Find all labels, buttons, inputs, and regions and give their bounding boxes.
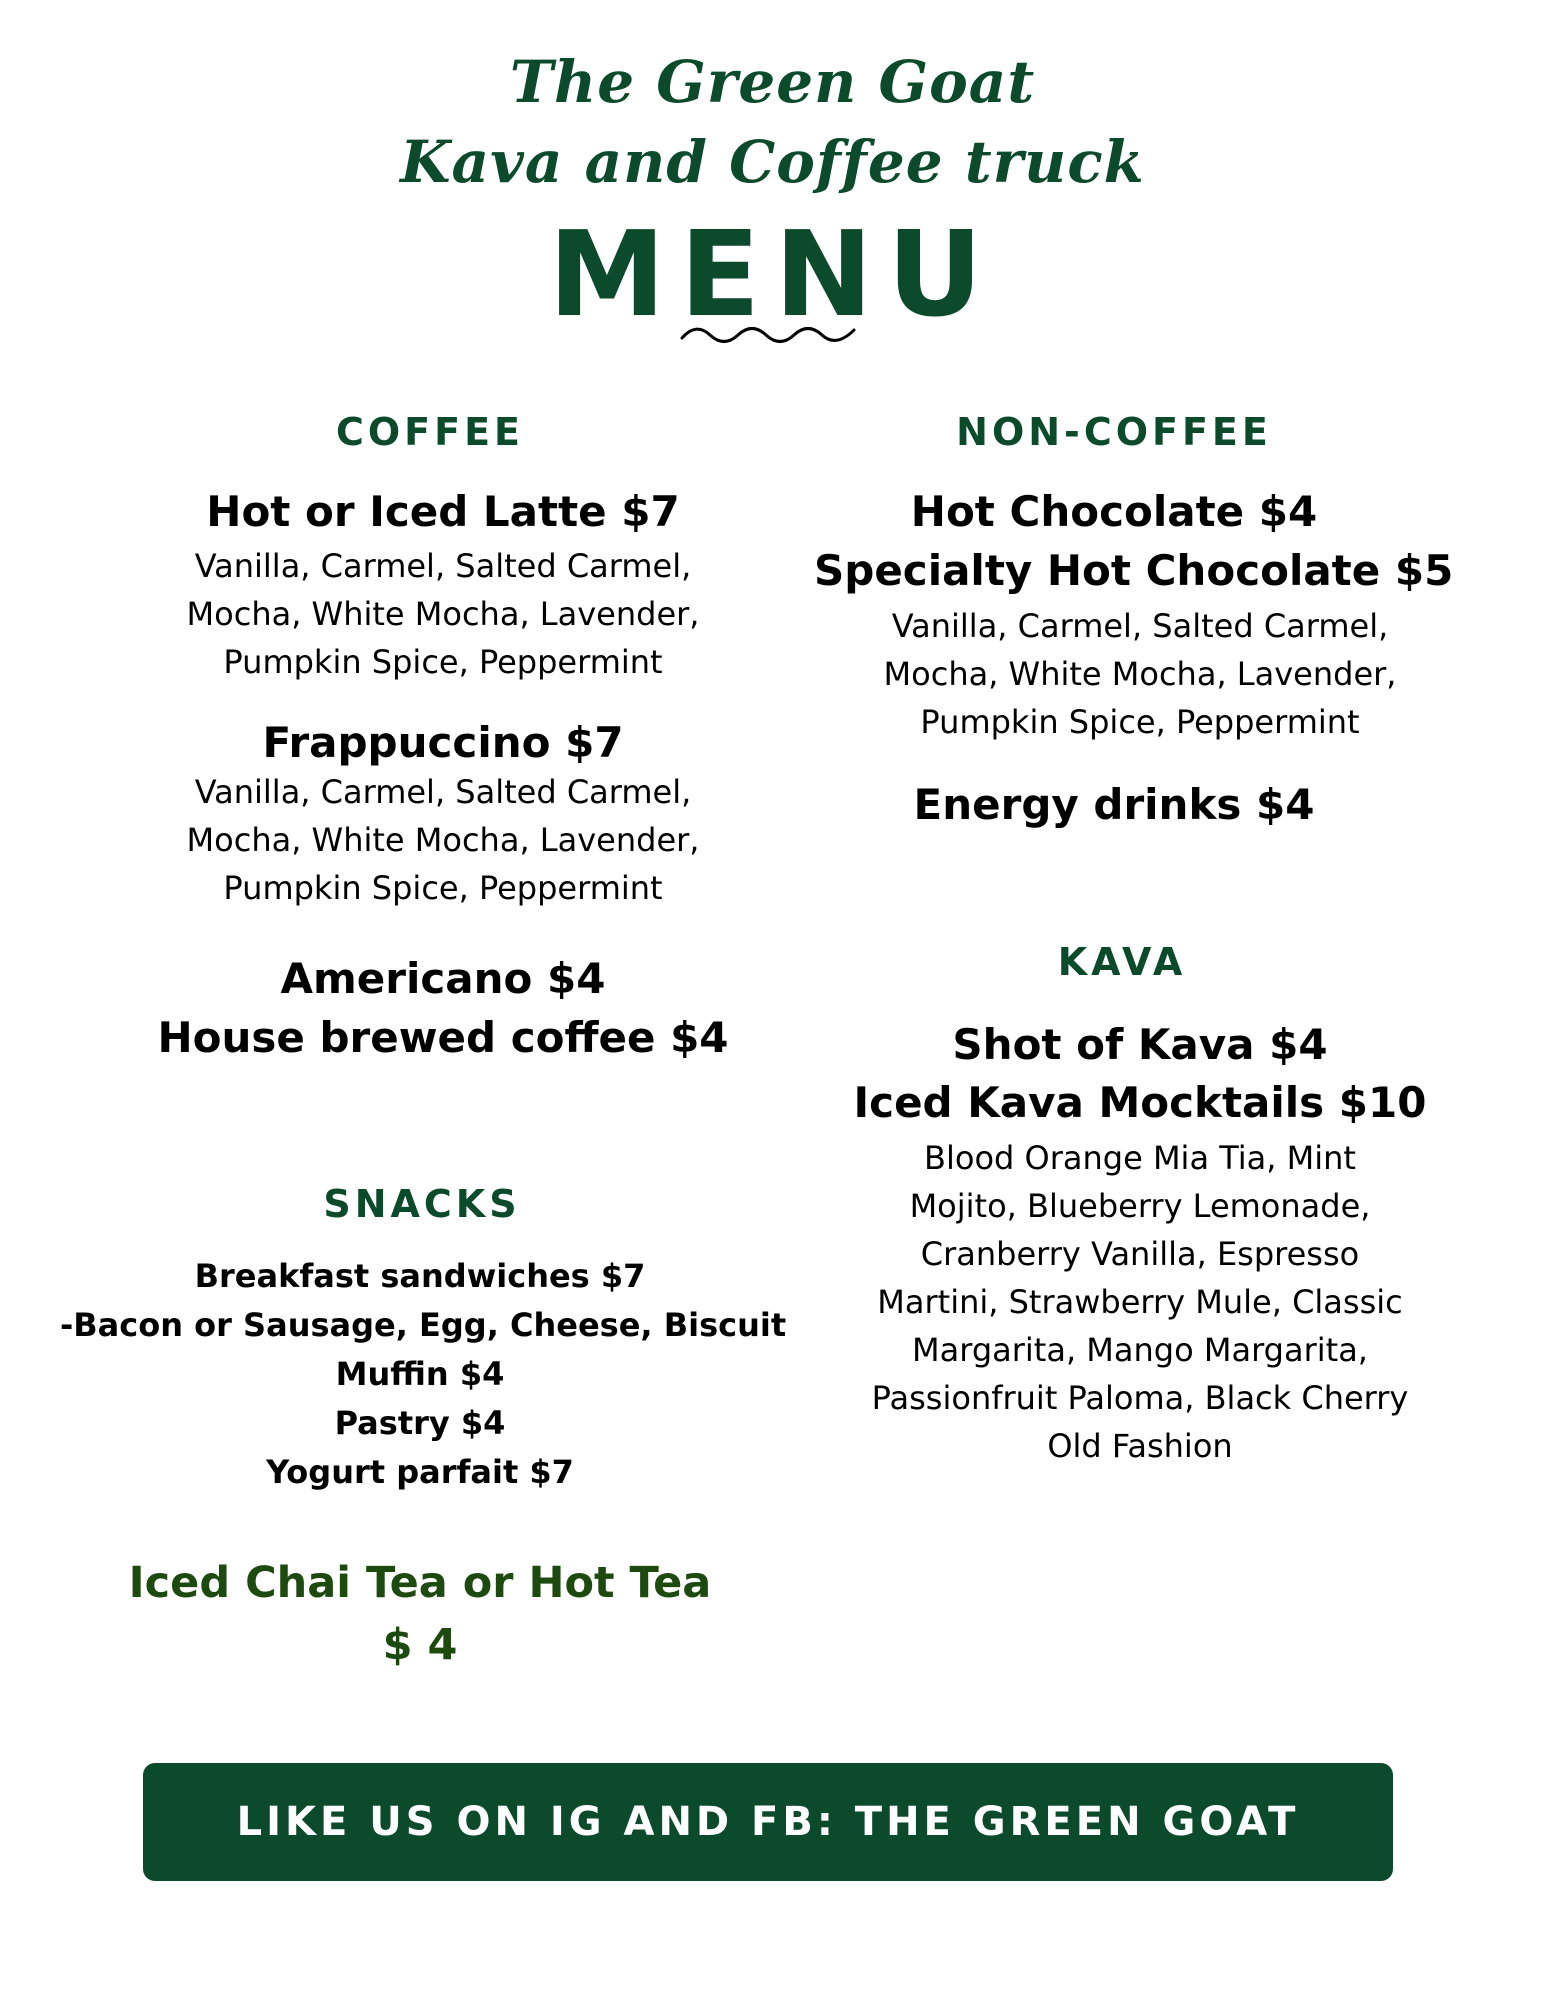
snack-item: Yogurt parfait $7 [266,1453,574,1491]
brand-name: The Green Goat [509,48,1036,116]
snack-item: Pastry $4 [334,1404,506,1442]
flavor-line: Margarita, Mango Margarita, [912,1331,1368,1369]
flavor-line: Mojito, Blueberry Lemonade, [909,1187,1371,1225]
brand-tagline: Kava and Coffee truck [400,128,1145,196]
latte-item: Hot or Iced Latte $7 [206,487,680,536]
wave-divider [678,318,860,348]
snacks-heading: SNACKS [323,1182,521,1226]
house-brewed-item: House brewed coffee $4 [157,1013,729,1062]
snacks-list [60,1252,787,1497]
menu-title: MENU [548,205,997,343]
flavor-line: Mocha, White Mocha, Lavender, [186,821,700,859]
flavor-line: Blood Orange Mia Tia, Mint [924,1139,1356,1177]
frappuccino-flavors [143,768,743,912]
flavor-line: Passionfruit Paloma, Black Cherry [871,1379,1409,1417]
flavor-line: Vanilla, Carmel, Salted Carmel, [194,773,692,811]
flavor-line: Vanilla, Carmel, Salted Carmel, [891,607,1389,645]
snack-item: Breakfast sandwiches $7 [194,1257,646,1295]
latte-flavors [143,542,743,686]
social-banner-text: LIKE US ON IG AND FB: THE GREEN GOAT [236,1799,1300,1845]
coffee-heading: COFFEE [335,410,525,454]
flavor-line: Cranberry Vanilla, Espresso [920,1235,1360,1273]
flavor-line: Mocha, White Mocha, Lavender, [186,595,700,633]
snack-item: -Bacon or Sausage, Egg, Cheese, Biscuit [60,1306,787,1344]
hot-chocolate-item: Hot Chocolate $4 [910,487,1318,536]
flavor-line: Pumpkin Spice, Peppermint [920,703,1360,741]
non-coffee-heading: NON-COFFEE [956,410,1272,454]
specialty-hot-chocolate-item: Specialty Hot Chocolate $5 [814,546,1454,595]
tea-item: Iced Chai Tea or Hot Tea [128,1558,712,1608]
kava-mocktails-item: Iced Kava Mocktails $10 [853,1078,1427,1127]
tea-price: $ 4 [382,1620,458,1670]
flavor-line: Vanilla, Carmel, Salted Carmel, [194,547,692,585]
flavor-line: Pumpkin Spice, Peppermint [223,643,663,681]
energy-drinks-item: Energy drinks $4 [913,780,1315,829]
kava-shot-item: Shot of Kava $4 [952,1020,1328,1069]
frappuccino-item: Frappuccino $7 [262,718,624,767]
flavor-line: Old Fashion [1047,1427,1233,1465]
flavor-line: Pumpkin Spice, Peppermint [223,869,663,907]
flavor-line: Mocha, White Mocha, Lavender, [883,655,1397,693]
snack-item: Muffin $4 [335,1355,505,1393]
kava-mocktail-flavors [840,1134,1440,1470]
social-banner [143,1763,1393,1881]
americano-item: Americano $4 [280,954,606,1003]
flavor-line: Martini, Strawberry Mule, Classic [877,1283,1403,1321]
kava-heading: KAVA [1057,940,1187,984]
hot-chocolate-flavors [840,602,1440,746]
